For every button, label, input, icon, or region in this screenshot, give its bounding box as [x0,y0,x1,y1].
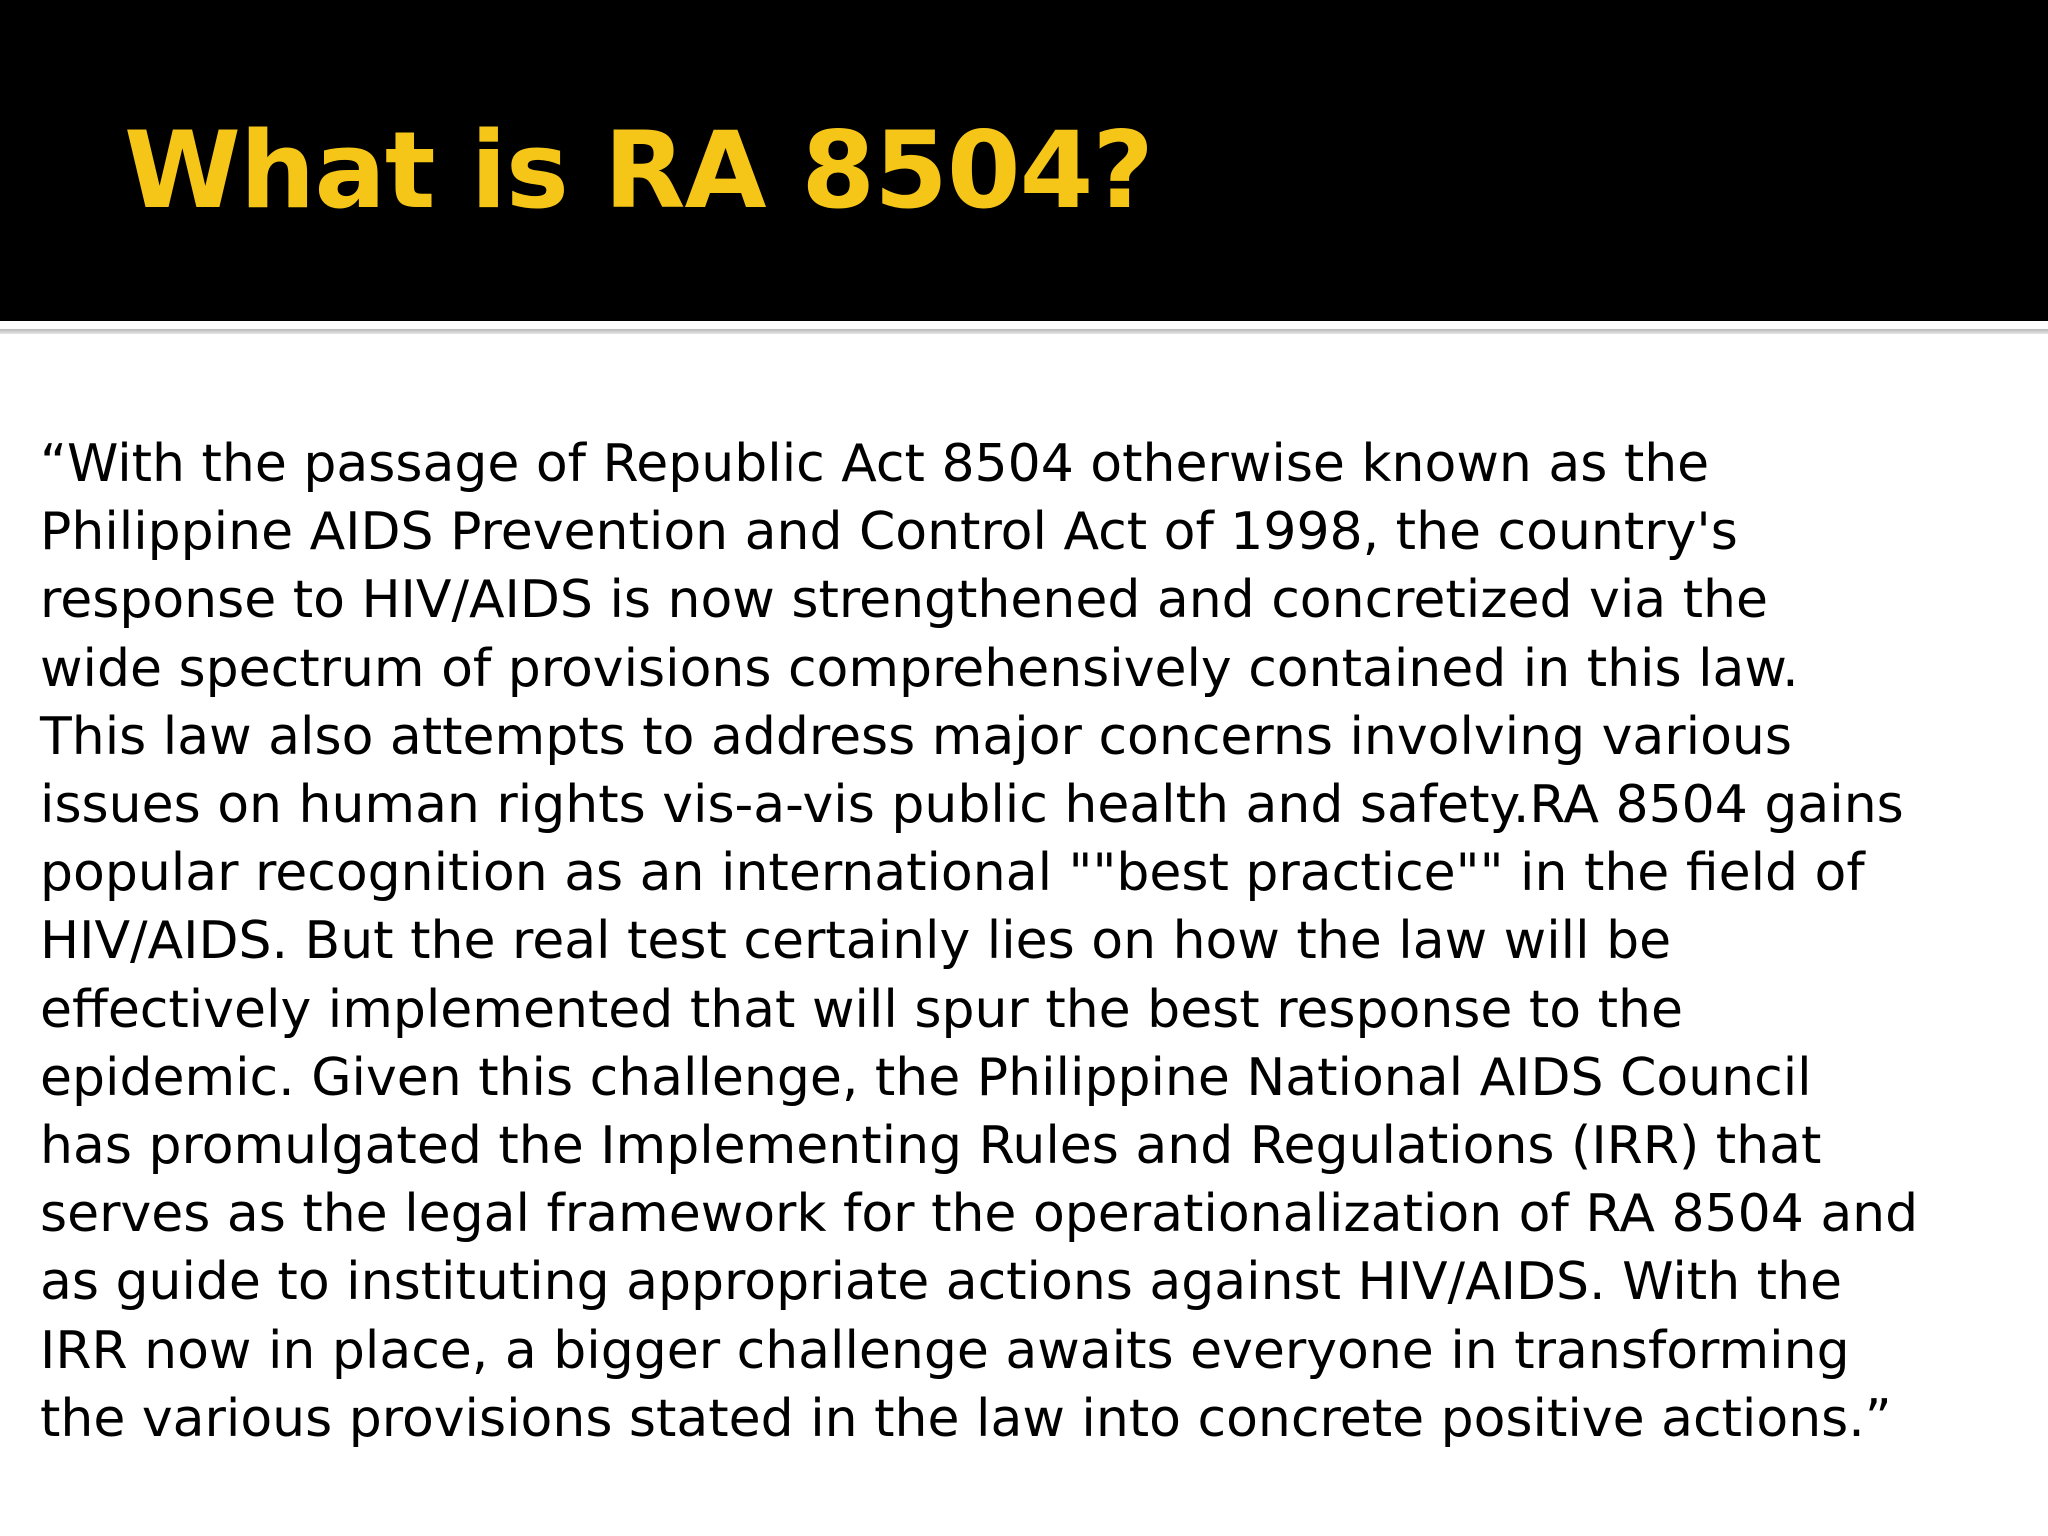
quote-line: the various provisions stated in the law into concrete positive actions.” [40,1388,1892,1449]
quote-line: HIV/AIDS. But the real test certainly lies on how the law will be [40,911,1672,972]
quote-line: popular recognition as an international ""best practice"" in the field of [40,843,1865,904]
quote-line: as guide to instituting appropriate actions against HIV/AIDS. With the [40,1252,1843,1313]
quote-line: IRR now in place, a bigger challenge awaits everyone in transforming [40,1320,1850,1381]
quote-line: This law also attempts to address major concerns involving various [40,706,1792,767]
quote-line: serves as the legal framework for the operationalization of RA 8504 and [40,1184,1919,1245]
quote-line: has promulgated the Implementing Rules and Regulations (IRR) that [40,1116,1822,1177]
title-divider-highlight [0,321,2048,329]
quote-line: effectively implemented that will spur the best response to the [40,979,1683,1040]
quote-line: epidemic. Given this challenge, the Philippine National AIDS Council [40,1047,1812,1108]
title-banner [0,0,2048,321]
quote-paragraph [40,430,2015,1453]
quote-line: wide spectrum of provisions comprehensively contained in this law. [40,638,1799,699]
quote-line: Philippine AIDS Prevention and Control Act of 1998, the country's [40,502,1738,563]
quote-line: issues on human rights vis-a-vis public health and safety.RA 8504 gains [40,775,1904,836]
title-divider [0,329,2048,334]
slide-title: What is RA 8504? [124,109,1153,232]
quote-line: response to HIV/AIDS is now strengthened and concretized via the [40,570,1769,631]
quote-line: “With the passage of Republic Act 8504 otherwise known as the [40,434,1710,494]
